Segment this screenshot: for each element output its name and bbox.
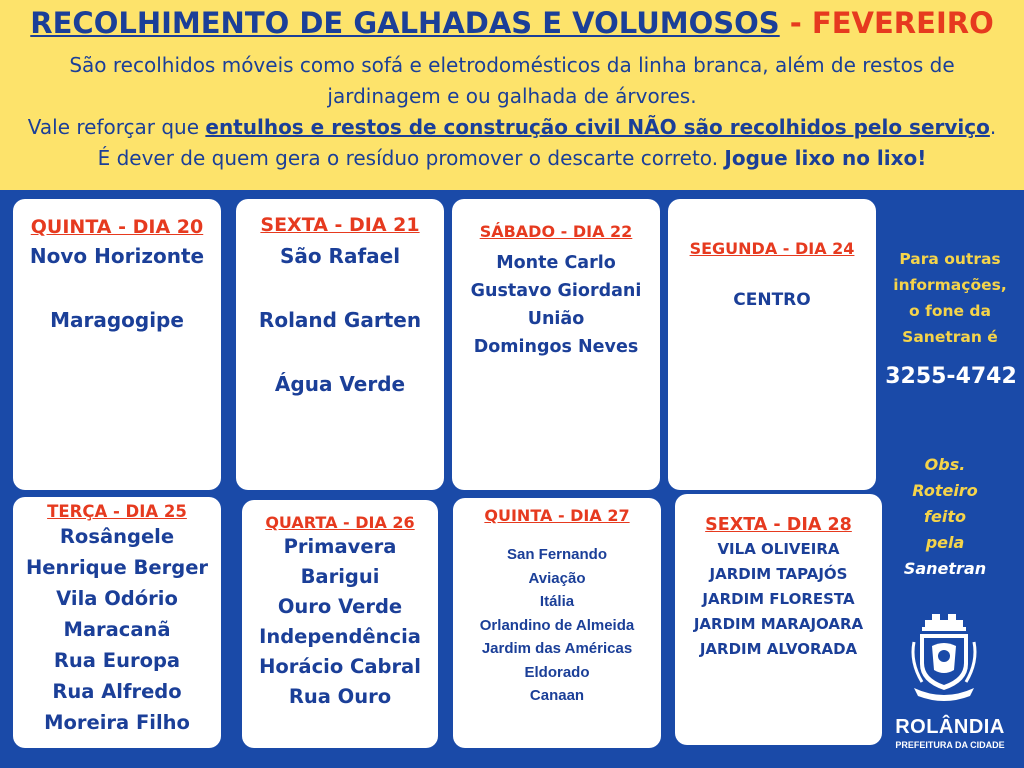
intro-line-4-slogan: Jogue lixo no lixo!: [724, 146, 927, 170]
neighborhood-item: Roland Garten: [258, 308, 422, 332]
neighborhood-item: São Rafael: [279, 244, 401, 268]
neighborhood-item: Água Verde: [274, 372, 406, 396]
intro-line-3-warning: entulhos e restos de construção civil NÃO são recolhidos pelo serviço: [205, 115, 990, 139]
card-day-label: TERÇA - DIA 25: [47, 502, 187, 521]
neighborhood-item: Independência: [259, 625, 421, 648]
neighborhood-item: CENTRO: [733, 290, 811, 310]
neighborhood-item: Canaan: [529, 687, 585, 704]
contact-info-line: Para outras: [899, 250, 1001, 268]
neighborhood-item: Rua Alfredo: [52, 680, 182, 703]
header-banner: [0, 0, 1024, 190]
schedule-card-thu-20: [13, 199, 221, 490]
intro-line-1: São recolhidos móveis como sofá e eletrodomésticos da linha branca, além de restos de: [69, 53, 955, 77]
neighborhood-item: JARDIM ALVORADA: [699, 640, 858, 658]
neighborhood-item: Henrique Berger: [25, 556, 209, 579]
city-hall-subtitle: PREFEITURA DA CIDADE: [895, 740, 1005, 750]
intro-line-4: [0, 143, 1024, 174]
observation-org: Sanetran: [903, 559, 987, 578]
title-main: RECOLHIMENTO DE GALHADAS E VOLUMOSOS: [30, 6, 780, 40]
schedule-card-thu-27: [453, 498, 661, 748]
card-day-label: QUARTA - DIA 26: [265, 513, 415, 532]
neighborhood-item: Gustavo Giordani: [470, 281, 642, 301]
neighborhood-item: Rua Europa: [53, 649, 181, 672]
intro-line-3-pre: Vale reforçar que: [27, 115, 206, 139]
card-day-label: SÁBADO - DIA 22: [479, 222, 633, 241]
neighborhood-item: Barigui: [300, 565, 380, 588]
intro-line-4-pre: É dever de quem gera o resíduo promover o descarte correto.: [97, 146, 725, 170]
contact-info: [882, 246, 1018, 350]
neighborhood-item: Itália: [539, 593, 575, 610]
neighborhood-item: JARDIM MARAJOARA: [693, 615, 864, 633]
neighborhood-item: VILA OLIVEIRA: [717, 540, 840, 558]
phone-number: 3255-4742: [885, 364, 1017, 389]
coat-of-arms-icon: [908, 612, 980, 704]
card-day-label: QUINTA - DIA 20: [30, 216, 204, 238]
neighborhood-item: Novo Horizonte: [29, 244, 205, 268]
neighborhood-item: Domingos Neves: [473, 337, 639, 357]
neighborhood-item: Vila Odório: [56, 587, 178, 610]
intro-line-2: jardinagem e ou galhada de árvores.: [327, 84, 697, 108]
neighborhood-item: Ouro Verde: [277, 595, 403, 618]
neighborhood-item: Jardim das Américas: [481, 640, 633, 657]
card-day-label: SEGUNDA - DIA 24: [689, 239, 855, 258]
schedule-card-fri-28: [675, 494, 882, 745]
neighborhood-item: Primavera: [283, 535, 397, 558]
neighborhood-item: Aviação: [528, 569, 586, 587]
observation-line: Obs.: [924, 455, 966, 474]
card-day-label: QUINTA - DIA 27: [484, 506, 630, 525]
page-title: [0, 6, 1024, 40]
neighborhood-item: Monte Carlo: [496, 253, 616, 273]
schedule-card-wed-26: [242, 500, 438, 748]
schedule-card-mon-24: [668, 199, 876, 490]
intro-line-3: [0, 112, 1024, 143]
observation-line: feito: [924, 507, 966, 526]
neighborhood-item: Orlandino de Almeida: [479, 616, 635, 634]
contact-info-line: Sanetran é: [902, 328, 998, 346]
observation-line: Roteiro: [912, 481, 978, 500]
neighborhood-item: Maracanã: [63, 618, 171, 641]
neighborhood-item: Eldorado: [524, 663, 590, 681]
schedule-card-fri-21: [236, 199, 444, 490]
contact-info-line: informações,: [893, 276, 1007, 294]
title-month: - FEVEREIRO: [779, 6, 994, 40]
neighborhood-item: Moreira Filho: [44, 711, 190, 734]
neighborhood-item: Horácio Cabral: [259, 655, 421, 678]
intro-line-3-post: .: [989, 115, 997, 139]
neighborhood-item: San Fernando: [506, 546, 607, 563]
neighborhood-item: JARDIM TAPAJÓS: [709, 565, 848, 583]
neighborhood-item: Rua Ouro: [288, 685, 392, 708]
neighborhood-item: Maragogipe: [50, 308, 184, 332]
card-day-label: SEXTA - DIA 28: [705, 515, 852, 535]
city-name: ROLÂNDIA: [895, 716, 1005, 738]
contact-info-line: o fone da: [909, 302, 991, 320]
card-day-label: SEXTA - DIA 21: [260, 214, 420, 236]
city-coat-of-arms: [908, 612, 980, 704]
observation-line: pela: [925, 533, 965, 552]
neighborhood-item: União: [527, 309, 585, 329]
schedule-card-sat-22: [452, 199, 660, 490]
schedule-card-tue-25: [13, 497, 221, 748]
observation-note: [890, 452, 1000, 582]
intro-text: [0, 50, 1024, 174]
neighborhood-item: JARDIM FLORESTA: [702, 590, 855, 608]
neighborhood-item: Rosângele: [59, 525, 175, 548]
